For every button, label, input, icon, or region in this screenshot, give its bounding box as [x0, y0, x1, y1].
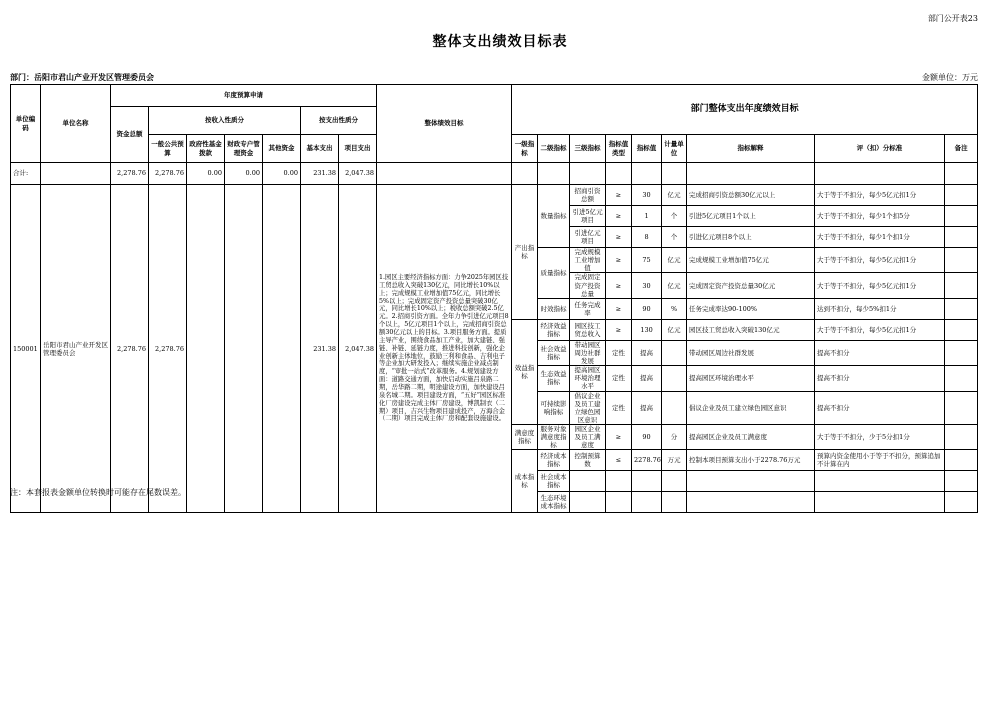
lvl1-cost: 成本指标 [512, 450, 538, 513]
total-amount: 2,278.76 [111, 163, 149, 185]
unit-code: 150001 [11, 185, 41, 513]
header-general: 一般公共预算 [149, 135, 187, 163]
total-label: 合计: [11, 163, 41, 185]
header-lvl2: 二级指标 [538, 135, 570, 163]
header-value: 指标值 [632, 135, 662, 163]
total-row [11, 163, 978, 185]
header-total: 资金总额 [111, 107, 149, 163]
header-name: 单位名称 [41, 85, 111, 163]
table-row: 社会效益指标 带动园区周边社群发展 定性 提高 带动园区周边社群发展 提高不扣分 [11, 340, 978, 365]
header-remark: 备注 [945, 135, 978, 163]
header-dept-goal: 部门整体支出年度绩效目标 [512, 85, 978, 135]
lvl2-econ: 经济效益指标 [538, 319, 570, 340]
table-row: 成本指标 经济成本指标 控制预算数 ≤ 2278.76 万元 控制本项目预算支出小于2278.76万元 预算内资金使用小于等于不扣分，预算追加不计算在内 [11, 450, 978, 471]
page-number: 部门公开表23 [927, 14, 978, 23]
unit-general: 2,278.76 [149, 185, 187, 513]
lvl2-eco-cost: 生态环境成本指标 [538, 492, 570, 513]
header-goal: 整体绩效目标 [377, 85, 512, 163]
header-by-use: 按支出性质分 [301, 107, 377, 135]
total-special: 0.00 [225, 163, 263, 185]
overall-goal-text: 1.园区主要经济指标方面：力争2025年园区技工贸总收入突破130亿元，同比增长10%以上；完成规模工业增加值75亿元，同比增长5%以上；完成固定资产投资总量突破30亿元，同比增长10%以上；税收总额突破2.5亿元。2.招商引资方面。全年力争引进亿元项目8个以上，5亿元项目1个以上，完成招商引资总额30亿元以上的目标。3.项目服务方面。提质主导产业，围绕食品加工产业，加大建链、强链、补链、延链力度，推进科技创新，强化企业创新主体地位，鼓励三利和食品、吉利电子等企业加大研发投入；继续实施企业减点制度，“审批一站式”改革服务。4.规划建设方面：道路交通方面，加快启动实施吕泉路二期，岳华路二期，明途建设方面，加快建设吕泉名城二期。项目建设方面，“五好”园区标准化厂房建设完成主体厂房建设，博凯制衣（二期）项目，吉兴生物项目建成投产，万海合金（二期）项目完成主体厂房和配套设施建设。 [377, 185, 512, 513]
header-basic: 基本支出 [301, 135, 339, 163]
total-general: 2,278.76 [149, 163, 187, 185]
table-row: 质量指标 完成规模工业增加值 ≥ 75 亿元 完成规模工业增加值75亿元 大于等于不扣分，每少5亿元扣1分 [11, 248, 978, 273]
header-explain: 指标解释 [687, 135, 815, 163]
lvl1-benefit: 效益指标 [512, 319, 538, 424]
header-annual: 年度预算申请 [111, 85, 377, 107]
unit-project: 2,047.38 [339, 185, 377, 513]
total-project: 2,047.38 [339, 163, 377, 185]
department-label: 部门：岳阳市君山产业开发区管理委员会 [10, 72, 154, 82]
lvl2-eco: 生态效益指标 [538, 366, 570, 391]
table-row: 引进5亿元项目 ≥ 1 个 引进5亿元项目1个以上 大于等于不扣分，每少1个扣5分 [11, 206, 978, 227]
unit-total: 2,278.76 [111, 185, 149, 513]
total-other: 0.00 [263, 163, 301, 185]
table-row: 满意度指标 服务对象满意度指标 园区企业及员工满意度 ≥ 90 分 提高园区企业及员工满意度 大于等于不扣分，少于5分扣1分 [11, 425, 978, 450]
lvl2-timeliness: 时效指标 [538, 298, 570, 319]
table-row: 150001 岳阳市君山产业开发区管理委员会 2,278.76 2,278.76 231.38 2,047.38 1.园区主要经济指标方面：力争2025年园区技工贸总收入突破130亿元，同比增长10%以上；完成规模工业增加值75亿元，同比增长5%以上；完成固定资产投资总量突破30亿元，同比增长10%以上；税收总额突破2.5亿元。2.招商引资方面。全年力争引进亿元项目8个以上，5亿元项目1个以上，完成招商引资总额30亿元以上的目标。3.项目服务方面。提质主导产业，围绕食品加工产业，加大建链、强链、补链、延链力度，推进科技创新，强化企业创新主体地位，鼓励三利和食品、吉利电子等企业加大研发投入；继续实施企业减点制度，“审批一站式”改革服务。4.规划建设方面：道路交通方面，加快启动实施吕泉路二期，岳华路二期，明途建设方面，加快建设吕泉名城二期。项目建设方面，“五好”园区标准化厂房建设完成主体厂房建设，博凯制衣（二期）项目，吉兴生物项目建成投产，万海合金（二期）项目完成主体厂房和配套设施建设。 产出指标 数量指标 招商引资总额 ≥ 30 亿元 完成招商引资总额30亿元以上 大于等于不扣分，每少5亿元扣1分 [11, 185, 978, 206]
lvl2-service-sat: 服务对象满意度指标 [538, 425, 570, 450]
lvl2-social-cost: 社会成本指标 [538, 471, 570, 492]
header-criteria: 评（扣）分标准 [815, 135, 945, 163]
lvl1-output: 产出指标 [512, 185, 538, 320]
table-row: 完成固定资产投资总量 ≥ 30 亿元 完成固定资产投资总量30亿元 大于等于不扣分，每少5亿元扣1分 [11, 273, 978, 298]
lvl2-quality: 质量指标 [538, 248, 570, 299]
page-title: 整体支出绩效目标表 [432, 34, 568, 50]
table-row: 时效指标 任务完成率 ≥ 90 % 任务完成率达90-100% 达到不扣分，每少5%扣1分 [11, 298, 978, 319]
unit-name: 岳阳市君山产业开发区管理委员会 [41, 185, 111, 513]
footnote: 注：本套报表金额单位转换时可能存在尾数误差。 [10, 488, 186, 497]
total-basic: 231.38 [301, 163, 339, 185]
lvl2-quantity: 数量指标 [538, 185, 570, 248]
table-row: 可持续影响指标 倡议企业及员工建立绿色园区意识 定性 提高 倡议企业及员工建立绿色园区意识 提高不扣分 [11, 391, 978, 425]
header-special: 财政专户管理资金 [225, 135, 263, 163]
header-lvl1: 一级指标 [512, 135, 538, 163]
header-project: 项目支出 [339, 135, 377, 163]
header-lvl3: 三级指标 [570, 135, 606, 163]
header-value-type: 指标值类型 [606, 135, 632, 163]
table-row: 引进亿元项目 ≥ 8 个 引进亿元项目8个以上 大于等于不扣分，每少1个扣1分 [11, 227, 978, 248]
unit-basic: 231.38 [301, 185, 339, 513]
header-other: 其他资金 [263, 135, 301, 163]
header-fund: 政府性基金拨款 [187, 135, 225, 163]
header-code: 单位编码 [11, 85, 41, 163]
total-fund: 0.00 [187, 163, 225, 185]
table-row: 生态效益指标 提高园区环境治理水平 定性 提高 提高园区环境治理水平 提高不扣分 [11, 366, 978, 391]
table-row: 效益指标 经济效益指标 园区技工贸总收入 ≥ 130 亿元 园区技工贸总收入突破130亿元 大于等于不扣分，每少5亿元扣1分 [11, 319, 978, 340]
header-by-source: 按收入性质分 [149, 107, 301, 135]
amount-unit-label: 金额单位：万元 [922, 73, 978, 82]
lvl2-econ-cost: 经济成本指标 [538, 450, 570, 471]
performance-goal-table [10, 84, 978, 513]
lvl2-social: 社会效益指标 [538, 340, 570, 365]
lvl2-sustain: 可持续影响指标 [538, 391, 570, 425]
lvl1-satisfaction: 满意度指标 [512, 425, 538, 450]
header-unit: 计量单位 [662, 135, 687, 163]
